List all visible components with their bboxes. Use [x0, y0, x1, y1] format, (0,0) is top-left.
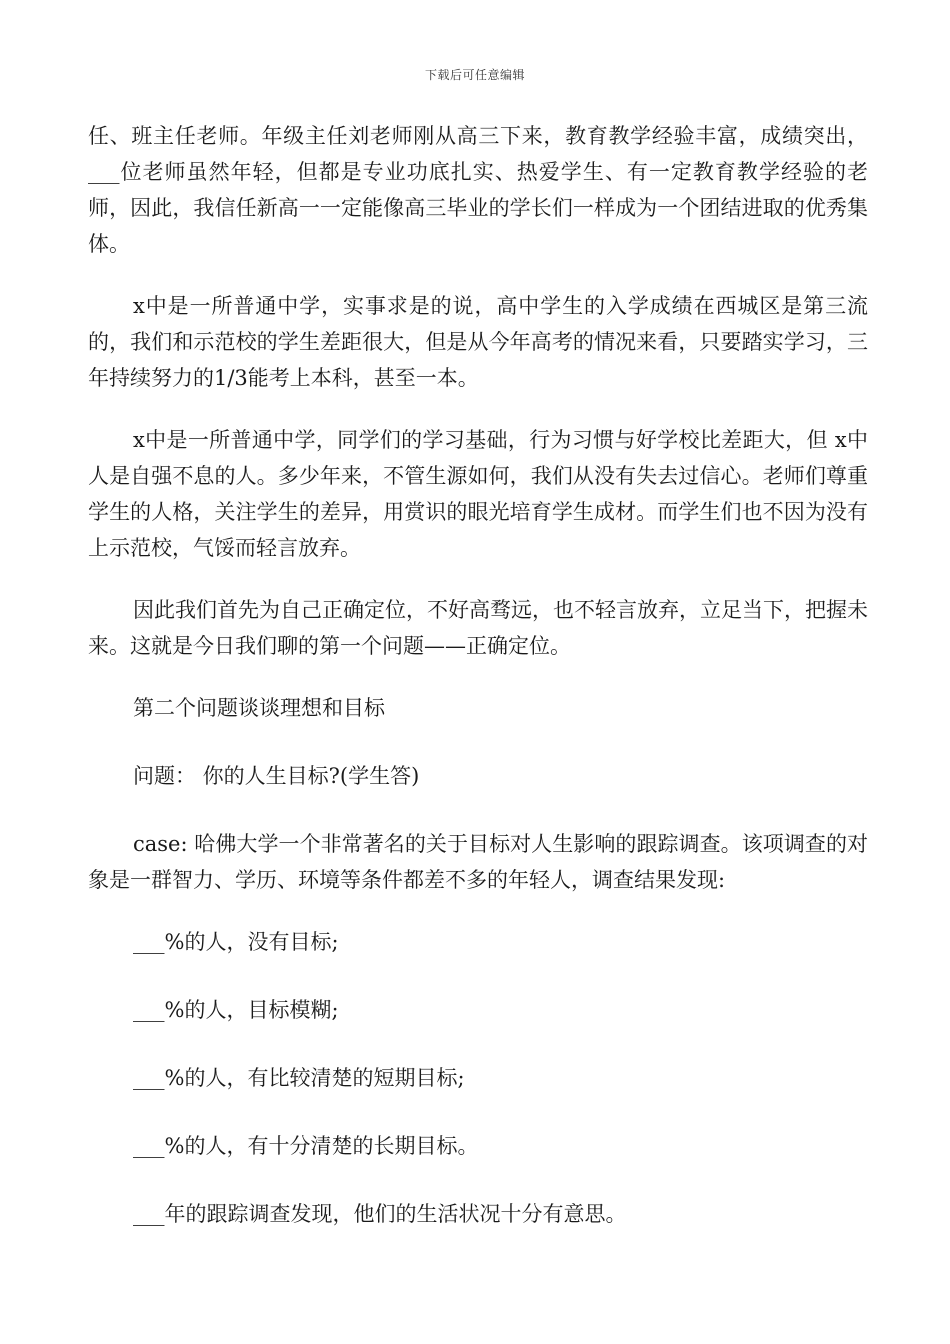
paragraph-harvard-case: case: 哈佛大学一个非常著名的关于目标对人生影响的跟踪调查。该项调查的对象是一群智力、学历、环境等条件都差不多的年轻人，调查结果发现: — [88, 832, 868, 892]
survey-item-no-goal: ___%的人，没有目标; — [133, 930, 339, 954]
paragraph-teachers: 任、班主任老师。年级主任刘老师刚从高三下来，教育教学经验丰富，成绩突出，___位老师虽然年轻，但都是专业功底扎实、热爱学生、有一定教育教学经验的老师，因此，我信任新高一一定能像高三毕业的学长们一样成为一个团结进取的优秀集体。 — [88, 124, 868, 256]
survey-item-vague-goal: ___%的人，目标模糊; — [133, 998, 339, 1022]
survey-item-short-term-goal: ___%的人，有比较清楚的短期目标; — [133, 1066, 465, 1090]
page-header-note: 下载后可任意编辑 — [424, 68, 525, 82]
paragraph-school-ranking: x中是一所普通中学，实事求是的说，高中学生的入学成绩在西城区是第三流的，我们和示范校的学生差距很大，但是从今年高考的情况来看，只要踏实学习，三年持续努力的1/3能考上本科，甚至一本。 — [88, 294, 868, 390]
document-body — [88, 118, 868, 1264]
section-heading-goals: 第二个问题谈谈理想和目标 — [133, 696, 385, 720]
question-life-goal: 问题： 你的人生目标?(学生答) — [133, 764, 420, 788]
paragraph-school-spirit: x中是一所普通中学，同学们的学习基础，行为习惯与好学校比差距大，但 x中人是自强不息的人。多少年来，不管生源如何，我们从没有失去过信心。老师们尊重学生的人格，关注学生的差异，用赏识的眼光培育学生成材。而学生们也不因为没有上示范校，气馁而轻言放弃。 — [88, 428, 868, 560]
paragraph-follow-up: ___年的跟踪调查发现，他们的生活状况十分有意思。 — [133, 1202, 627, 1226]
survey-item-long-term-goal: ___%的人，有十分清楚的长期目标。 — [133, 1134, 479, 1158]
paragraph-positioning: 因此我们首先为自己正确定位，不好高骛远，也不轻言放弃，立足当下，把握未来。这就是今日我们聊的第一个问题——正确定位。 — [88, 598, 868, 658]
